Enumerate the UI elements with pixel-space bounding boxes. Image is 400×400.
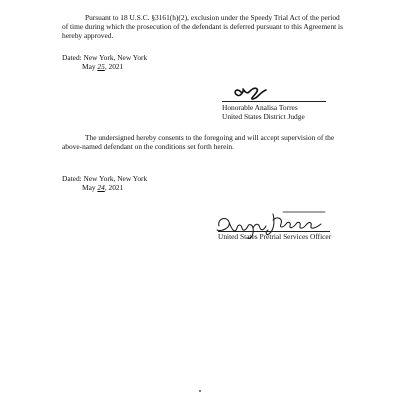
approval-dated-label: Dated: New York, New York	[62, 53, 148, 62]
approval-text: Pursuant to 18 U.S.C. §3161(h)(2), exclusion under the Speedy Trial Act of the period of time during which the prosecution of the defendant is deferred pursuant to this Agreement is hereby approved.	[62, 13, 343, 41]
consent-date-day: 24	[97, 183, 105, 192]
officer-title: United States Pretrial Services Officer	[218, 232, 332, 241]
approval-date-year: , 2021	[104, 62, 124, 71]
judge-title: United States District Judge	[222, 112, 305, 121]
consent-date	[82, 183, 123, 192]
consent-date-year: , 2021	[104, 183, 124, 192]
judge-signature	[232, 80, 272, 102]
approval-date-month: May	[82, 62, 96, 71]
approval-date-day: 25	[97, 62, 105, 71]
judge-signature-line	[222, 101, 326, 102]
approval-date	[82, 62, 123, 71]
consent-text: The undersigned hereby consents to the foregoing and will accept supervision of the above-named defendant on the conditions set forth herein.	[62, 133, 335, 152]
consent-dated-label: Dated: New York, New York	[62, 174, 148, 183]
approval-paragraph	[62, 13, 344, 41]
scan-speck	[199, 390, 201, 392]
consent-date-month: May	[82, 183, 96, 192]
consent-paragraph	[62, 133, 344, 151]
judge-name: Honorable Analisa Torres	[222, 103, 298, 112]
